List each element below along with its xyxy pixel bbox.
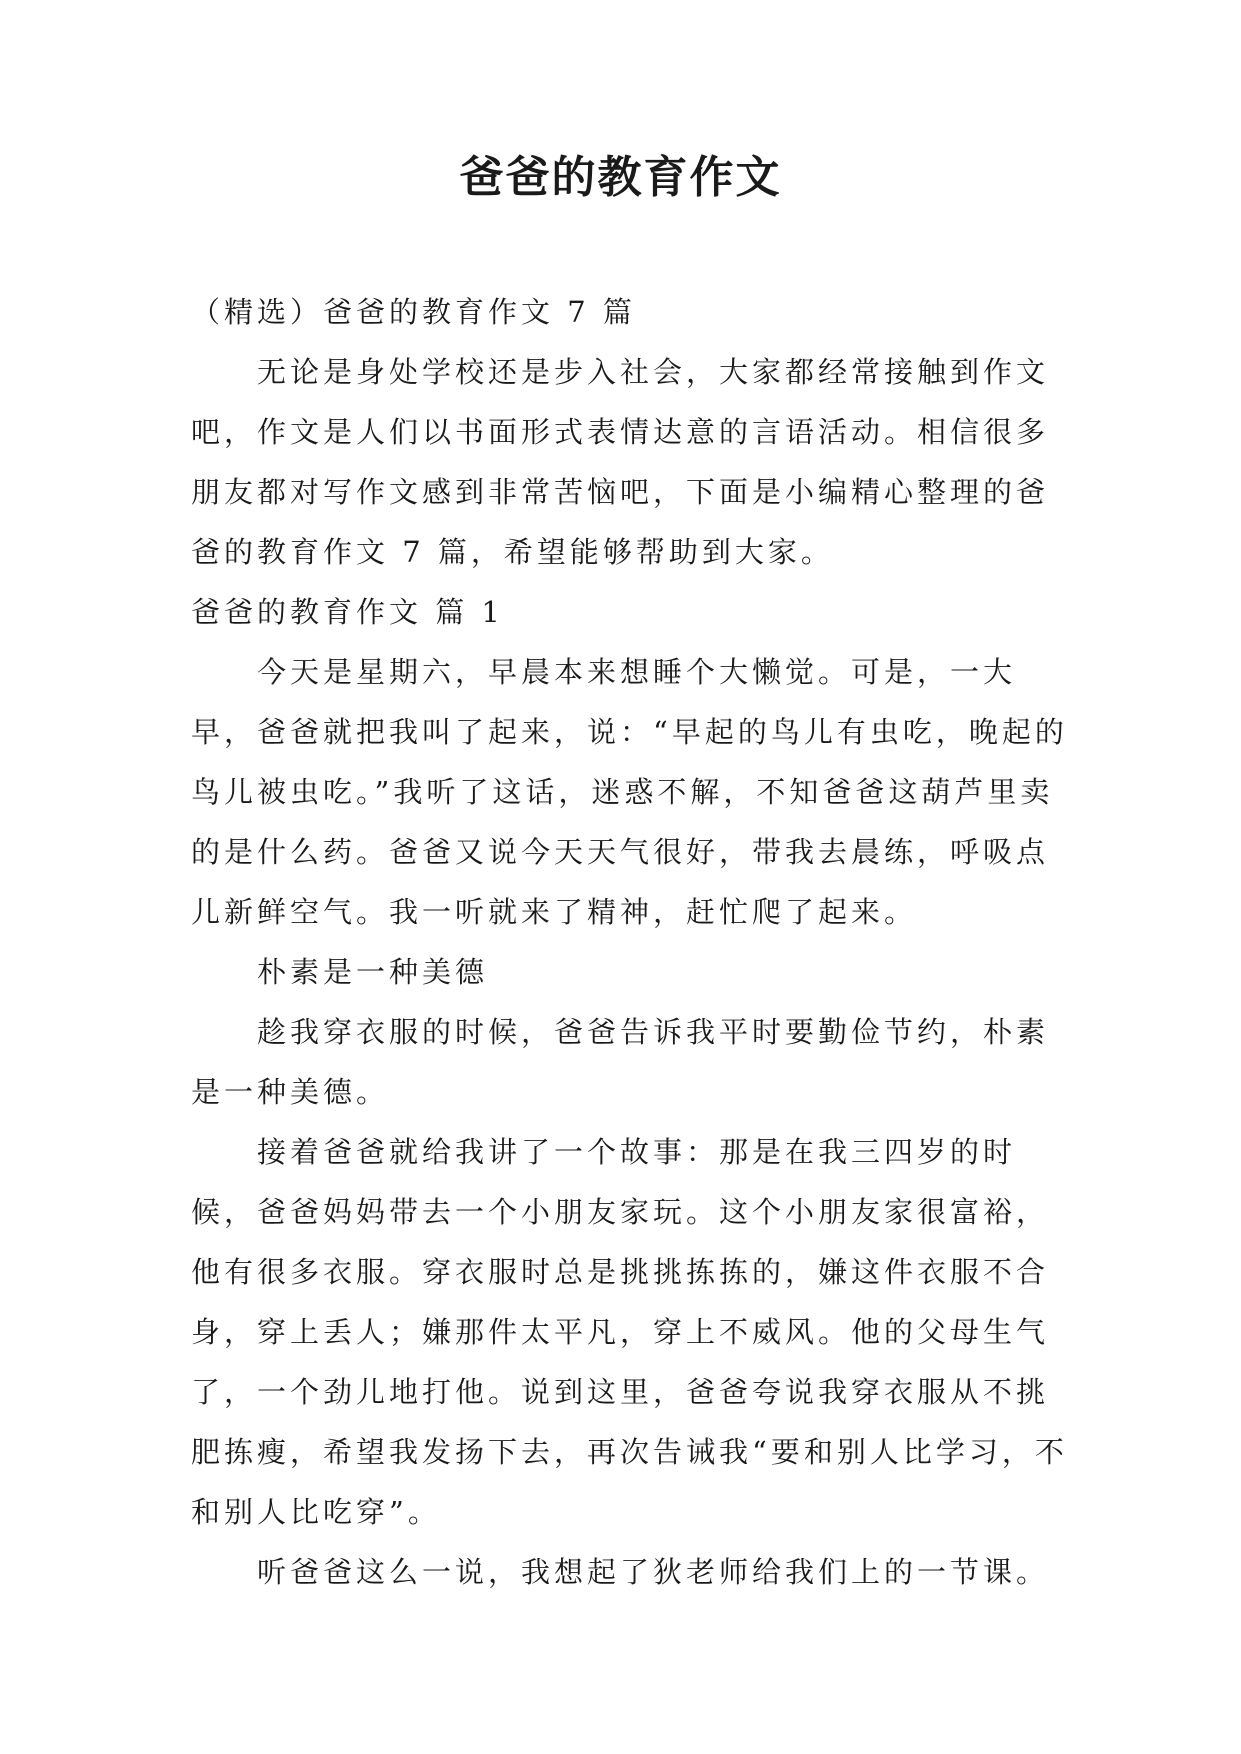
document-body: [191, 282, 1071, 1602]
body-paragraph: 今天是星期六，早晨本来想睡个大懒觉。可是，一大早，爸爸就把我叫了起来，说：“早起的鸟儿有虫吃，晚起的鸟儿被虫吃。”我听了这话，迷惑不解，不知爸爸这葫芦里卖的是什么药。爸爸又说今天天气很好，带我去晨练，呼吸点儿新鲜空气。我一听就来了精神，赶忙爬了起来。: [191, 655, 1068, 929]
section-heading: 爸爸的教育作文 篇 1: [191, 595, 504, 629]
intro-paragraph: 无论是身处学校还是步入社会，大家都经常接触到作文吧，作文是人们以书面形式表情达意的言语活动。相信很多朋友都对写作文感到非常苦恼吧，下面是小编精心整理的爸爸的教育作文 7 篇，希望能够帮助到大家。: [191, 355, 1050, 569]
body-paragraph: 接着爸爸就给我讲了一个故事：那是在我三四岁的时候，爸爸妈妈带去一个小朋友家玩。这个小朋友家很富裕，他有很多衣服。穿衣服时总是挑挑拣拣的，嫌这件衣服不合身，穿上丢人；嫌那件太平凡，穿上不威风。他的父母生气了，一个劲儿地打他。说到这里，爸爸夸说我穿衣服从不挑肥拣瘦，希望我发扬下去，再次告诫我“要和别人比学习，不和别人比吃穿”。: [191, 1135, 1068, 1529]
body-paragraph: 听爸爸这么一说，我想起了狄老师给我们上的一节课。: [257, 1555, 1050, 1589]
document-title: 爸爸的教育作文: [459, 152, 782, 203]
body-paragraph: 趁我穿衣服的时候，爸爸告诉我平时要勤俭节约，朴素是一种美德。: [191, 1015, 1050, 1109]
subtitle-line: （精选）爸爸的教育作文 7 篇: [191, 295, 636, 329]
sub-heading: 朴素是一种美德: [257, 955, 489, 989]
